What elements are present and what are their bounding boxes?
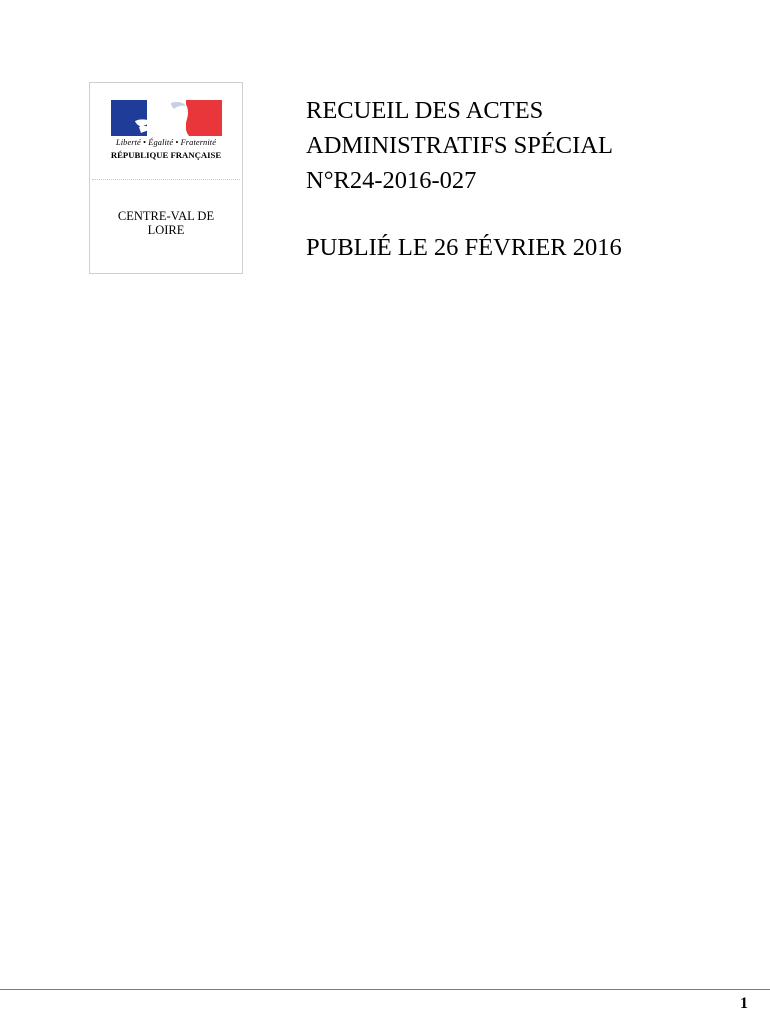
marianne-logo-icon bbox=[111, 100, 222, 136]
region-name bbox=[90, 209, 242, 237]
title-line-3: N°R24-2016-027 bbox=[306, 167, 477, 194]
page-number: 1 bbox=[740, 995, 748, 1012]
region-line-2: LOIRE bbox=[147, 223, 185, 237]
footer-divider bbox=[0, 989, 770, 990]
publication-date: PUBLIÉ LE 26 FÉVRIER 2016 bbox=[306, 234, 622, 261]
document-title bbox=[306, 93, 613, 198]
logo-divider bbox=[92, 179, 240, 180]
republic-name: RÉPUBLIQUE FRANÇAISE bbox=[110, 150, 222, 160]
region-line-1: CENTRE-VAL DE bbox=[117, 209, 215, 223]
prefecture-logo-block bbox=[89, 82, 243, 274]
title-line-1: RECUEIL DES ACTES bbox=[306, 97, 544, 124]
republic-motto: Liberté • Égalité • Fraternité bbox=[115, 138, 217, 147]
title-line-2: ADMINISTRATIFS SPÉCIAL bbox=[306, 132, 613, 159]
